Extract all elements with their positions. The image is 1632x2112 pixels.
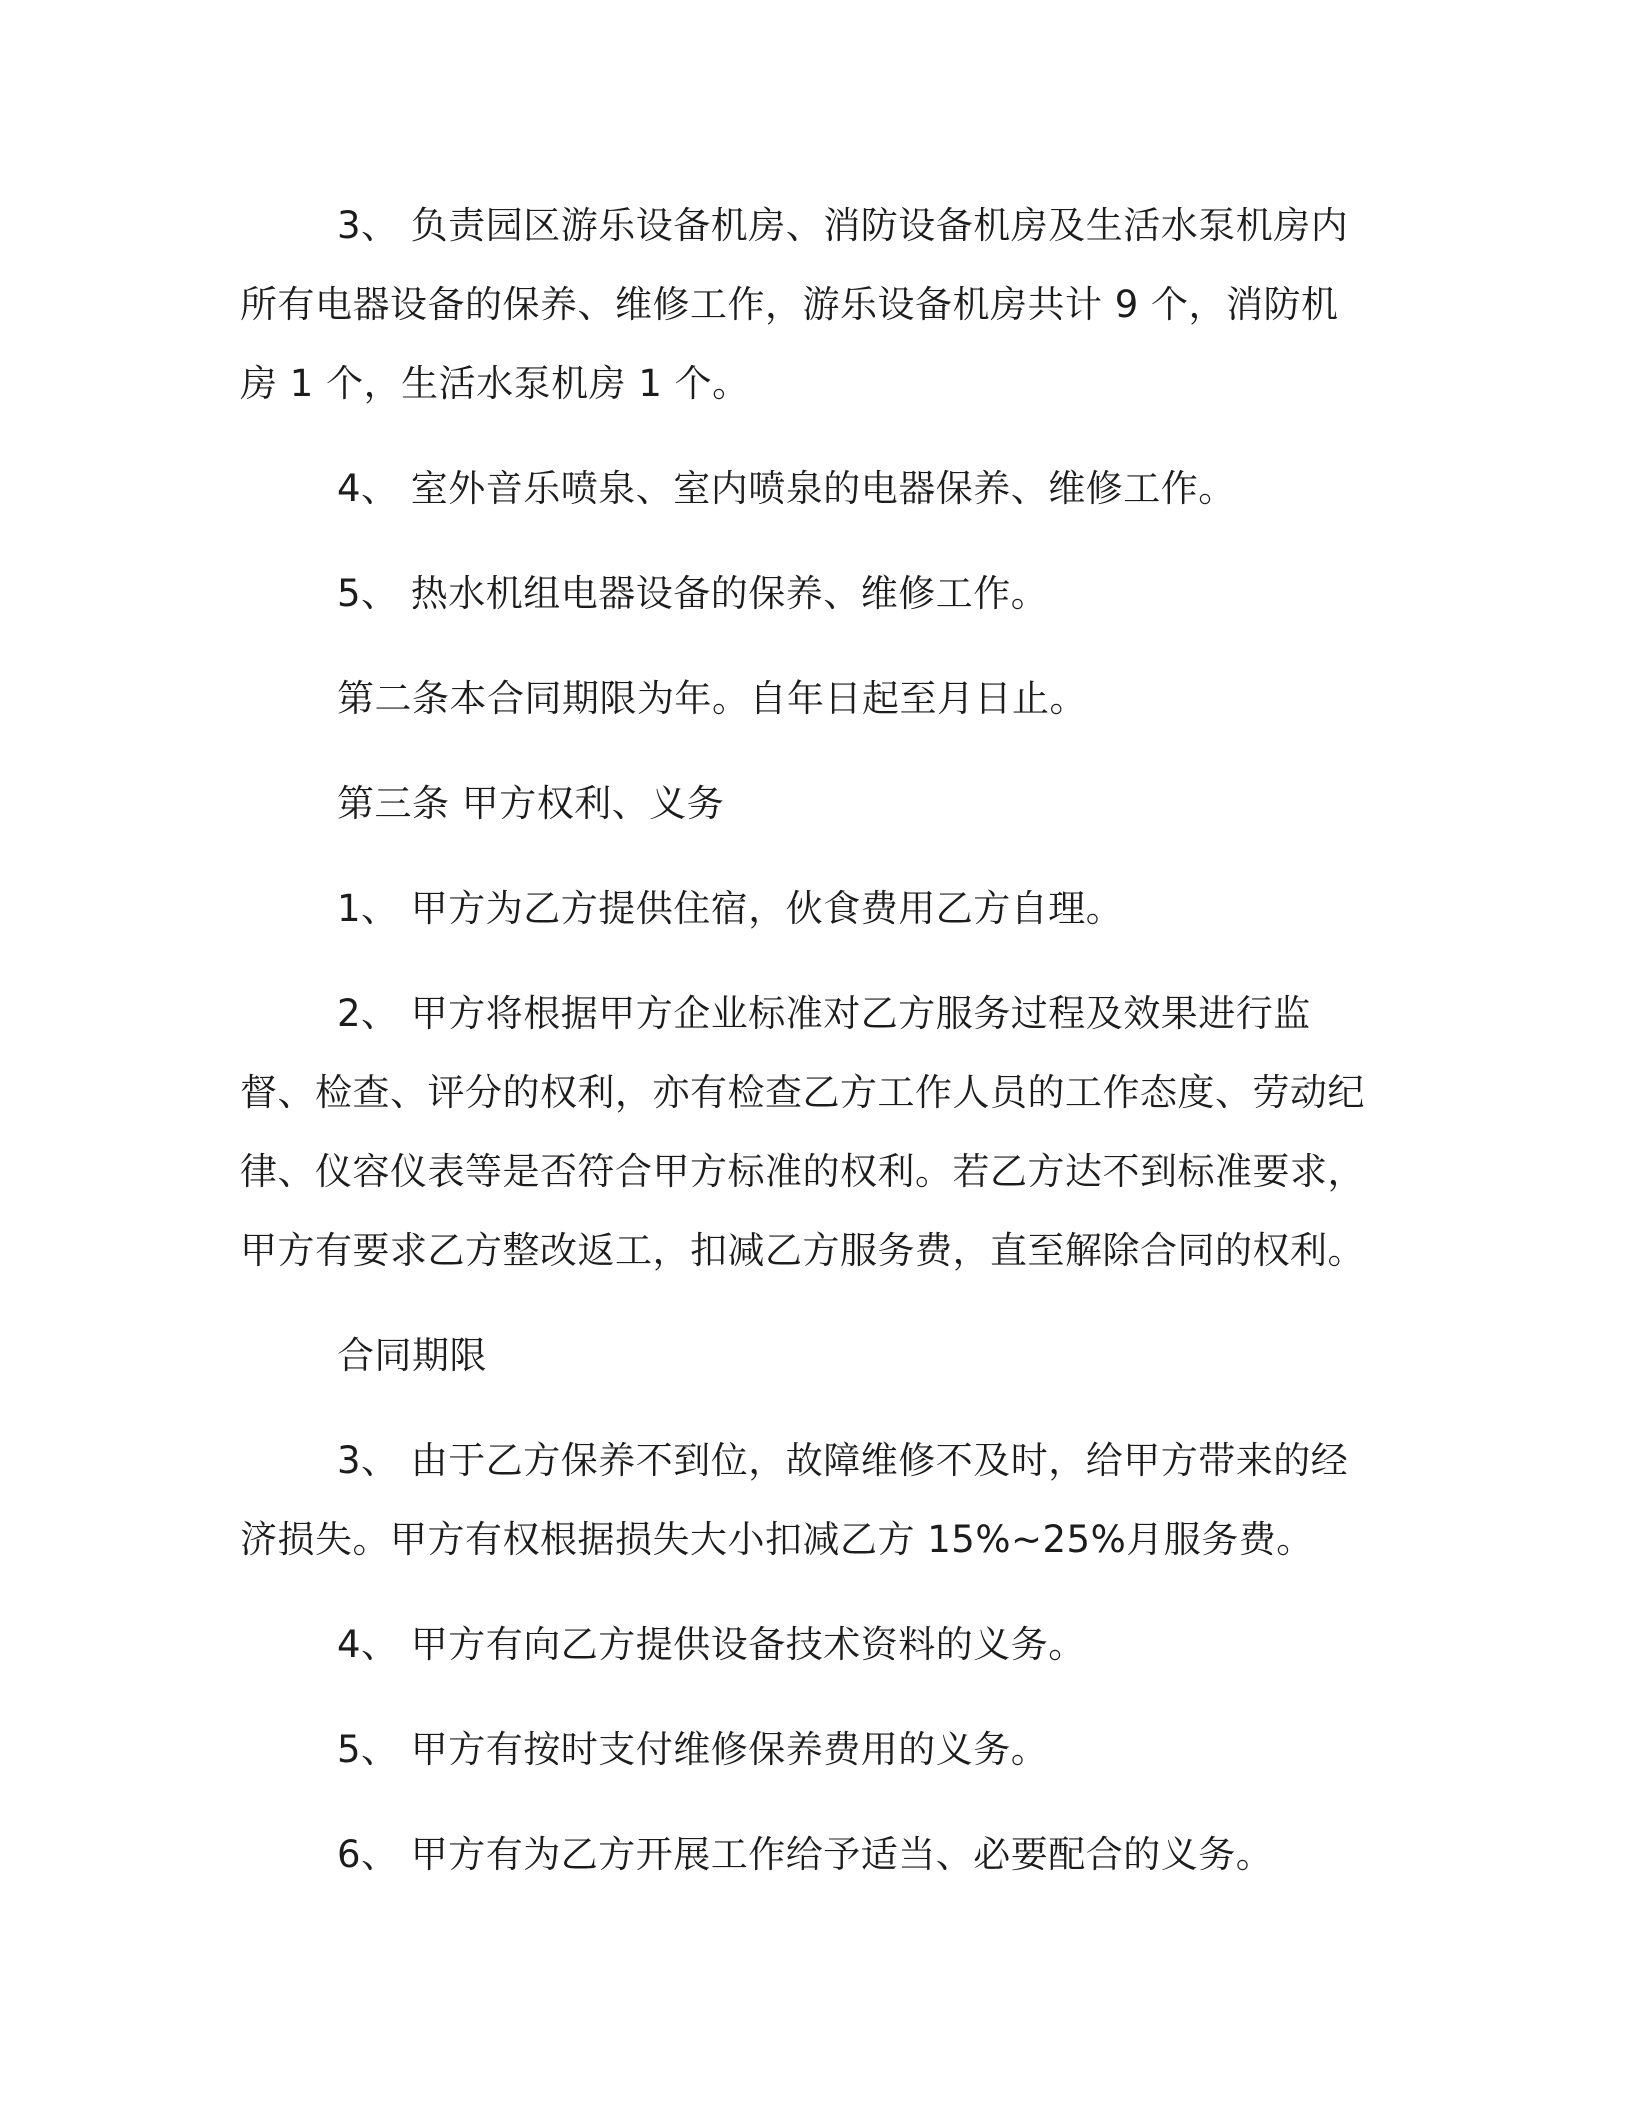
paragraph-item-5-hot-water: 5、 热水机组电器设备的保养、维修工作。 xyxy=(337,572,1049,615)
paragraph-item-3-machine-rooms: 3、 负责园区游乐设备机房、消防设备机房及生活水泵机房内所有电器设备的保养、维修工作，游乐设备机房共计 9 个，消防机房 1 个，生活水泵机房 1 个。 xyxy=(240,204,1349,405)
document-body xyxy=(240,186,1370,1920)
section-heading-article-3: 第三条 甲方权利、义务 xyxy=(337,782,725,825)
paragraph-party-a-item-1: 1、 甲方为乙方提供住宿，伙食费用乙方自理。 xyxy=(337,887,1124,930)
paragraph-party-a-item-6: 6、 甲方有为乙方开展工作给予适当、必要配合的义务。 xyxy=(337,1833,1274,1876)
paragraph-article-2-term: 第二条本合同期限为年。自年日起至月日止。 xyxy=(337,677,1087,720)
paragraph-item-4-fountains: 4、 室外音乐喷泉、室内喷泉的电器保养、维修工作。 xyxy=(337,467,1236,510)
paragraph-party-a-item-5: 5、 甲方有按时支付维修保养费用的义务。 xyxy=(337,1728,1049,1771)
section-heading-contract-term: 合同期限 xyxy=(337,1334,487,1377)
paragraph-party-a-item-3: 3、 由于乙方保养不到位，故障维修不及时，给甲方带来的经济损失。甲方有权根据损失大小扣减乙方 15%~25%月服务费。 xyxy=(240,1439,1349,1561)
paragraph-party-a-item-2: 2、 甲方将根据甲方企业标准对乙方服务过程及效果进行监督、检查、评分的权利，亦有检查乙方工作人员的工作态度、劳动纪律、仪容仪表等是否符合甲方标准的权利。若乙方达不到标准要求，甲方有要求乙方整改返工，扣减乙方服务费，直至解除合同的权利。 xyxy=(240,992,1365,1272)
paragraph-party-a-item-4: 4、 甲方有向乙方提供设备技术资料的义务。 xyxy=(337,1623,1086,1666)
